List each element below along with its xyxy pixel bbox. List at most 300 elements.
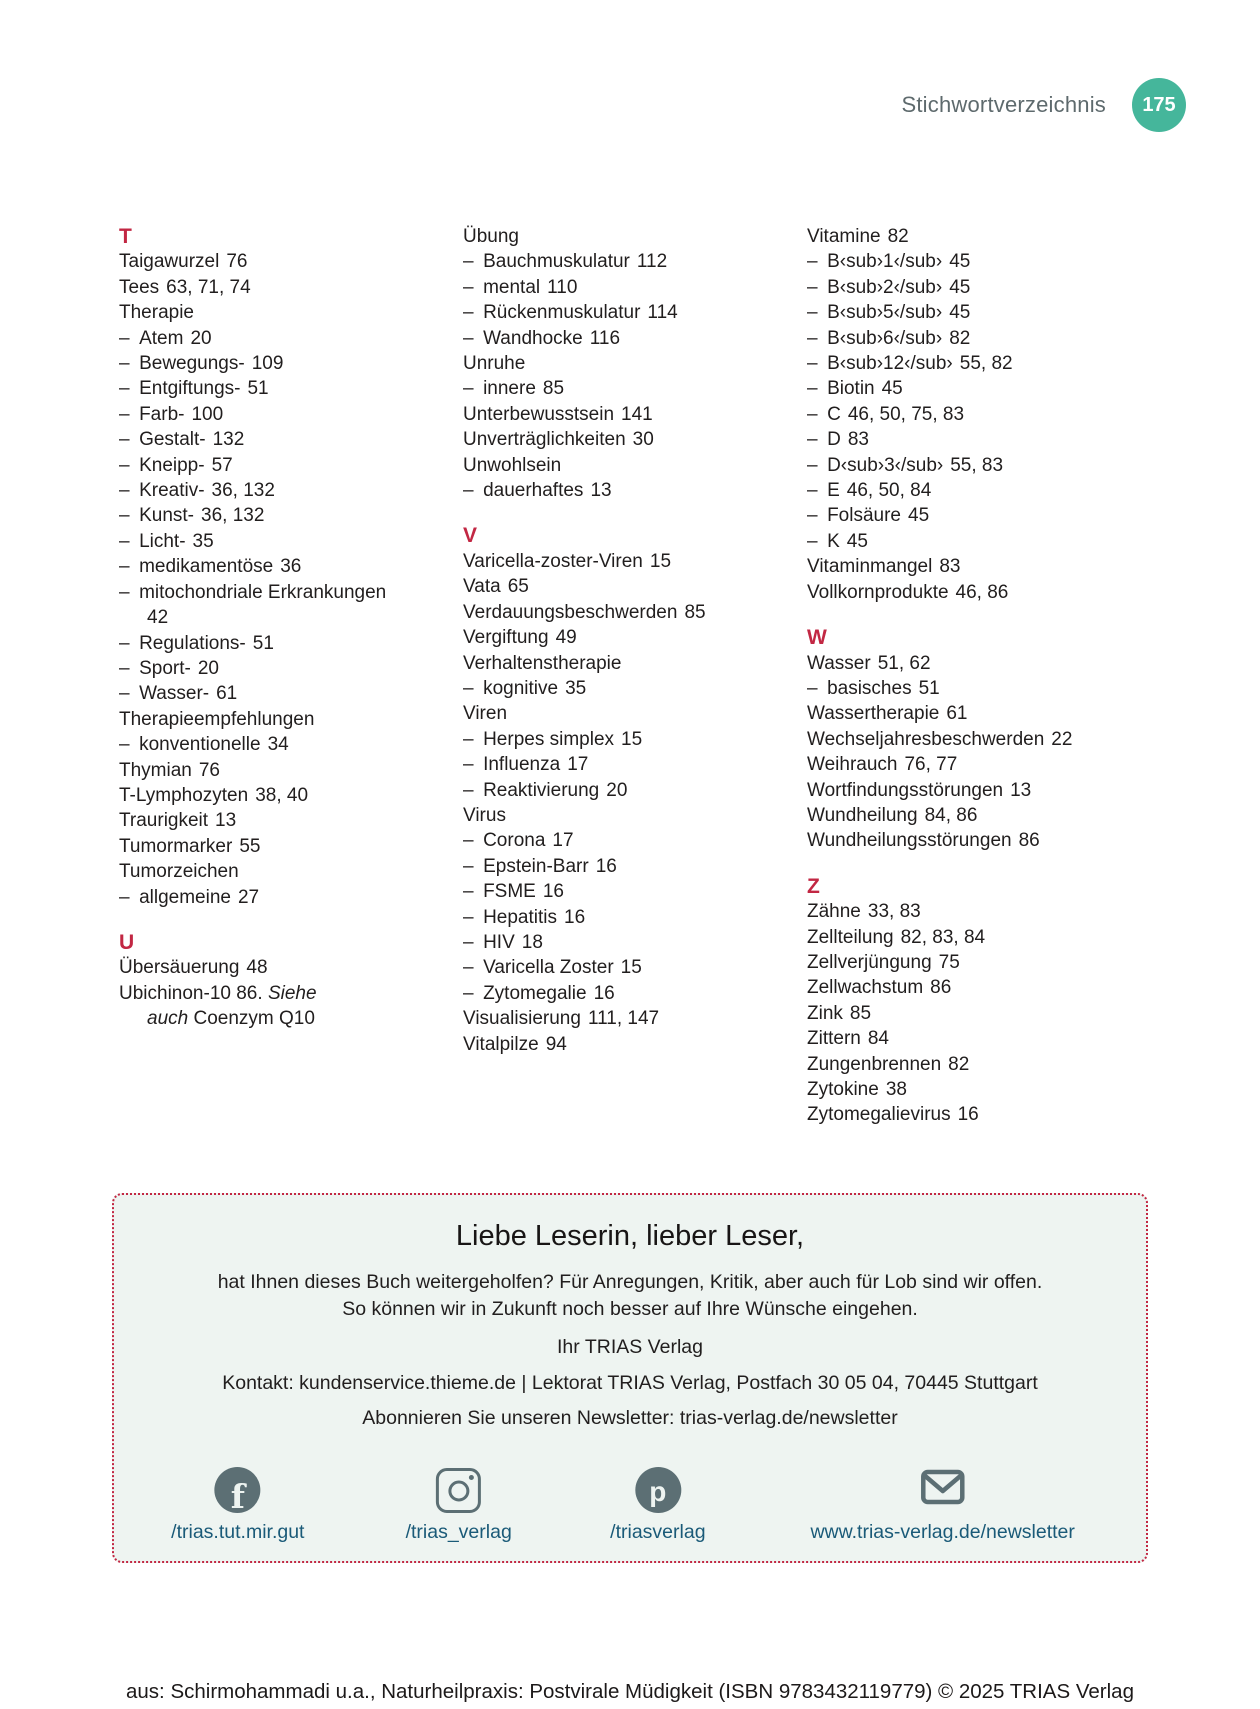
index-entry-term: allgemeine [139,886,231,908]
index-entry-pages: 63, 71, 74 [166,276,251,298]
index-entry-term: D [827,429,841,451]
index-entry-pages: 36 [280,556,302,578]
index-entry [119,808,429,833]
index-entry-term: Tees [119,276,160,298]
index-section [807,224,1117,605]
index-entry: – kognitive 35 [463,677,587,699]
index-entry-term: Kunst- [139,505,194,527]
index-entry-pages: 35 [565,677,587,699]
index-entry: – D‹sub›3‹/sub› 55, 83 [807,454,1004,476]
index-entry: – E 46, 50, 84 [807,480,932,502]
index-entry-text: Coenzym Q10 [188,1008,315,1030]
index-entry-pages: 84 [867,1028,889,1050]
index-entry-term: Influenza [483,754,561,776]
index-entry-pages: 38 [885,1079,907,1100]
social-facebook-link[interactable] [171,1467,304,1544]
section-letter: T [119,225,132,248]
index-columns [119,224,1117,1128]
index-entry-term: E [827,480,840,502]
instagram-icon-box [436,1467,481,1513]
index-entry-term: Vitamine [807,226,881,247]
index-entry [807,925,1117,950]
index-entry-pages: 15 [620,957,642,979]
index-entry-term: Wundheilung [807,804,918,826]
section-letter: Z [807,874,820,898]
email-icon-box [920,1467,966,1513]
index-entry-pages: 45 [881,378,903,400]
index-entry [463,351,773,376]
instagram-lens [448,1480,469,1501]
index-entry-term: Zellteilung [807,926,894,948]
index-entry-term: Sport- [139,657,191,679]
index-entry-pages: 35 [192,530,214,552]
index-entry-term: B‹sub›6‹/sub› [827,327,943,349]
index-entry-pages: 13 [215,810,237,832]
index-entry-pages: 82 [948,1053,970,1075]
index-entry-term: Zähne [807,901,861,923]
index-entry-pages: 86 [1018,830,1040,852]
email-icon[interactable] [920,1466,966,1513]
index-entry-pages: 112 [636,251,668,273]
index-entry-term: Biotin [827,378,875,400]
index-entry-pages: 16 [595,855,617,877]
index-entry-pages: 51 [252,632,274,654]
index-entry-term: mitochondriale Erkrankungen [139,581,387,603]
index-entry-term: Epstein-Barr [483,855,589,877]
index-entry: – Kreativ- 36, 132 [119,480,275,502]
index-entry-pages: 45 [949,276,971,298]
index-entry [807,1052,1117,1077]
index-entry: – HIV 18 [463,931,543,953]
index-entry-term: Wechseljahresbeschwerden [807,728,1045,750]
index-entry-pages: 57 [211,454,233,476]
index-entry-term: HIV [483,931,515,953]
index-entry [463,402,773,427]
index-entry: – Biotin 45 [807,378,903,400]
index-entry-pages: 48 [246,957,268,979]
pinterest-icon[interactable] [635,1467,681,1513]
index-entry: – Entgiftungs- 51 [119,378,269,400]
index-entry-term: Vata [463,576,501,598]
page-header [901,78,1186,132]
index-entry: – Kunst- 36, 132 [119,505,265,527]
index-entry-term: medikamentöse [139,556,274,578]
index-entry-term: Unterbewusstsein [463,403,615,425]
index-section [119,224,429,910]
instagram-icon[interactable] [436,1468,481,1513]
index-entry-term: T-Lymphozyten [119,784,249,806]
index-entry-pages: 109 [251,353,284,375]
social-label[interactable]: /trias.tut.mir.gut [171,1521,305,1543]
index-entry-pages: 22 [1051,728,1073,750]
index-entry-pages: 86 [930,977,952,999]
social-instagram-link[interactable] [406,1467,512,1544]
index-entry-pages: 83 [847,429,869,451]
index-entry-pages: 114 [647,302,678,324]
index-entry [463,224,773,249]
index-entry: – Atem 20 [119,327,212,349]
index-entry-pages: 36, 132 [201,505,265,527]
index-entry-text: Ubichinon-10 86. [119,982,268,1004]
index-entry-pages: 111, 147 [587,1008,660,1030]
index-entry [807,752,1117,777]
index-entry-term: kognitive [483,677,559,699]
index-entry-pages: 82, 83, 84 [900,926,986,948]
index-entry [463,1006,773,1031]
index-entry-term: Wortfindungsstörungen [807,779,1004,801]
index-entry: – Reaktivierung 20 [463,779,628,801]
index-entry-pages: 76 [226,251,248,273]
index-entry-pages: 16 [593,982,615,1004]
index-entry: – konventionelle 34 [119,734,289,756]
facebook-icon[interactable] [215,1467,261,1513]
index-column-2 [463,224,773,1128]
index-entry-pages: 45 [949,251,971,273]
index-entry-term: C [827,403,841,425]
index-entry-term: Weihrauch [807,754,898,776]
index-entry [807,828,1117,853]
index-entry-pages: 110 [547,276,578,298]
index-entry [463,574,773,599]
index-entry-pages: 51 [918,677,940,699]
index-entry-pages: 15 [621,728,643,750]
reader-box-body-line: So können wir in Zukunft noch besser auf Ihre Wünsche eingehen. [342,1298,918,1320]
index-entry: – Bewegungs- 109 [119,353,284,375]
index-entry-term: Entgiftungs- [139,378,241,400]
index-entry: – Licht- 35 [119,530,214,552]
index-section [807,874,1117,1128]
index-entry-term: Viren [463,703,508,725]
index-entry-pages: 16 [564,906,586,928]
index-entry-term: Kreativ- [139,480,205,502]
index-entry-term: K [827,530,840,552]
index-entry: – Zytomegalie 16 [463,982,615,1004]
index-entry-term: dauerhaftes [483,480,584,502]
index-entry-pages: 55 [239,835,261,857]
index-entry-pages: 27 [237,886,260,908]
index-entry-term: Verdauungsbeschwerden [463,601,678,623]
index-entry-pages: 13 [590,480,612,502]
index-entry-pages: 51, 62 [877,652,931,674]
index-entry-term: Zink [807,1002,843,1024]
index-entry-pages: 55, 82 [959,353,1013,375]
index-entry: – Gestalt- 132 [119,429,245,451]
page-number-badge: 175 [1132,78,1186,132]
index-entry-pages: 30 [632,429,654,451]
index-entry: – B‹sub›6‹/sub› 82 [807,327,971,349]
index-entry-pages: 76, 77 [904,754,958,776]
page-title: Stichwortverzeichnis [901,92,1106,117]
index-entry-pages: 45 [846,530,868,552]
index-entry-pages: 42 [147,607,169,629]
index-entry-text: Siehe [267,982,317,1004]
index-entry-pages: 20 [190,327,212,349]
index-entry-pages: 55, 83 [950,454,1004,476]
index-entry-term: Zytokine [807,1079,879,1100]
index-entry: – Kneipp- 57 [119,454,233,476]
index-entry: – Wandhocke 116 [463,327,621,349]
index-entry-term: B‹sub›5‹/sub› [827,302,943,324]
index-entry-pages: 20 [606,779,628,801]
index-section [119,930,429,1032]
section-letter: W [807,626,827,650]
reader-feedback-box [112,1193,1148,1563]
index-entry-pages: 16 [542,881,564,903]
index-entry-term: Wundheilungsstörungen [807,830,1012,852]
index-entry-term: Thymian [119,759,192,781]
index-entry-pages: 94 [545,1033,567,1055]
index-entry-term: B‹sub›1‹/sub› [827,251,943,273]
index-entry: – B‹sub›1‹/sub› 45 [807,251,971,273]
index-entry-term: Unwohlsein [463,454,562,476]
index-entry-term: Zytomegalievirus [807,1104,951,1126]
facebook-icon-box [215,1467,261,1513]
index-entry-term: Tumormarker [119,835,233,857]
index-entry [807,975,1117,1000]
index-entry-term: Reaktivierung [483,779,600,801]
facebook-f-glyph: f [230,1476,245,1513]
index-entry [463,427,773,452]
section-letter: U [119,930,135,954]
index-entry [119,758,429,783]
index-entry-pages: 61 [216,683,238,705]
index-entry: – Corona 17 [463,830,574,852]
index-entry-term: Varicella-zoster-Viren [463,550,643,572]
social-label[interactable]: /triasverlag [610,1521,706,1543]
index-entry [119,834,429,859]
index-entry-pages: 45 [908,505,930,527]
index-entry: – K 45 [807,530,868,552]
index-entry [807,727,1117,752]
index-entry: – Epstein-Barr 16 [463,855,617,877]
reader-box-body-line: hat Ihnen dieses Buch weitergeholfen? Für Anregungen, Kritik, aber auch für Lob sind wir offen. [217,1271,1043,1293]
index-entry: – basisches 51 [807,677,940,699]
index-entry: – mitochondriale Erkrankungen 42 [119,581,387,629]
index-entry-term: Herpes simplex [483,728,615,750]
index-entry-text: auch [147,1008,189,1030]
index-entry-pages: 132 [212,429,245,451]
index-column-1 [119,224,429,1128]
index-entry: – Bauchmuskulatur 112 [463,251,668,273]
index-entry-term: Virus [463,804,506,826]
index-entry-term: Kneipp- [139,454,205,476]
index-entry: – Varicella Zoster 15 [463,957,642,979]
social-links-row [114,1467,1146,1547]
index-entry-term: Zungenbrennen [807,1053,942,1075]
index-entry: – D 83 [807,429,869,451]
index-entry-term: Unruhe [463,353,526,375]
reader-box-signoff: Ihr TRIAS Verlag [557,1336,703,1358]
index-entry-term: Tumorzeichen [119,861,239,883]
section-letter: V [463,524,478,548]
index-entry [463,803,773,828]
index-entry [807,950,1117,975]
index-entry-term: Zellwachstum [807,977,924,999]
index-entry-term: Übung [463,226,519,247]
pinterest-icon-box [635,1467,681,1513]
index-entry-pages: 17 [552,830,574,852]
index-entry-term: Varicella Zoster [483,957,614,979]
social-label[interactable]: /trias_verlag [405,1521,512,1543]
index-entry-pages: 83 [939,556,961,578]
index-entry-term: Bauchmuskulatur [483,251,630,273]
index-entry-pages: 82 [887,226,909,247]
index-entry-term: Vitaminmangel [807,556,933,578]
index-entry [463,701,773,726]
index-entry [119,859,429,884]
index-entry-term: Visualisierung [463,1008,581,1030]
index-entry: – B‹sub›5‹/sub› 45 [807,302,971,324]
index-entry-pages: 33, 83 [867,901,921,923]
index-entry: – B‹sub›2‹/sub› 45 [807,276,971,298]
index-section [807,625,1117,854]
index-entry-pages: 76 [198,759,220,781]
index-column-3 [807,224,1117,1128]
index-entry-term: Therapieempfehlungen [119,708,315,730]
index-entry [807,651,1117,676]
index-entry-pages: 61 [946,703,968,725]
index-entry-term: Wassertherapie [807,703,940,725]
index-entry [807,580,1117,605]
index-entry [807,778,1117,803]
index-entry-pages: 49 [555,627,577,649]
index-entry-term: FSME [483,881,536,903]
index-entry [807,701,1117,726]
index-entry-term: B‹sub›12‹/sub› [827,353,953,375]
index-entry: – Herpes simplex 15 [463,728,643,750]
pinterest-p-glyph: p [649,1476,667,1507]
index-entry [807,1077,1117,1102]
index-entry-pages: 36, 132 [211,480,275,502]
index-entry-term: Unverträglichkeiten [463,429,626,451]
index-entry-pages: 15 [649,550,672,572]
index-entry-pages: 34 [267,734,289,756]
index-entry-term: Zittern [807,1028,861,1050]
index-section [463,523,773,1057]
index-entry-pages: 100 [191,403,224,425]
index-entry-pages: 20 [197,657,219,679]
index-entry-term: Vergiftung [463,627,549,649]
index-entry-term: Folsäure [827,505,901,527]
index-entry-term: Regulations- [139,632,246,654]
index-entry-pages: 51 [247,378,269,400]
index-entry: – B‹sub›12‹/sub› 55, 82 [807,353,1013,375]
index-entry [119,249,429,274]
index-entry-term: Bewegungs- [139,353,245,375]
social-label[interactable]: www.trias-verlag.de/newsletter [810,1521,1075,1543]
index-entry-term: Taigawurzel [119,251,220,273]
index-entry-term: konventionelle [139,734,261,756]
reader-box-newsletter-line: Abonnieren Sie unseren Newsletter: trias-verlag.de/newsletter [362,1407,898,1429]
index-entry-term: mental [483,276,541,298]
index-entry [807,554,1117,579]
index-entry-pages: 17 [567,754,589,776]
index-entry: – Rückenmuskulatur 114 [463,302,678,324]
reader-box-body [114,1269,1146,1323]
index-entry-term: Atem [139,327,184,349]
index-entry-term: Gestalt- [139,429,206,451]
index-entry [119,981,429,1032]
index-entry: – medikamentöse 36 [119,556,302,578]
index-entry-term: Zytomegalie [483,982,587,1004]
index-entry-pages: 141 [621,403,653,425]
index-entry [119,707,429,732]
index-entry: – Farb- 100 [119,403,224,425]
index-entry-term: Wasser [807,652,871,674]
index-entry-pages: 13 [1010,779,1032,801]
index-entry-pages: 38, 40 [255,784,309,806]
index-entry-term: innere [483,378,536,400]
index-entry: – innere 85 [463,378,565,400]
index-entry [463,1032,773,1057]
index-entry-term: D‹sub›3‹/sub› [827,454,944,476]
reader-box-title: Liebe Leserin, lieber Leser, [455,1220,805,1252]
index-entry [119,300,429,325]
index-entry: – dauerhaftes 13 [463,480,612,502]
index-entry-pages: 46, 50, 84 [846,480,932,502]
index-entry: – Influenza 17 [463,754,589,776]
index-entry-pages: 45 [949,302,971,324]
index-entry-term: B‹sub›2‹/sub› [827,276,943,298]
index-entry-term: Hepatitis [483,906,557,928]
index-entry-pages: 65 [507,576,529,598]
source-credit-line: aus: Schirmohammadi u.a., Naturheilpraxis: Postvirale Müdigkeit (ISBN 9783432119779) © 2025 TRIAS Verlag [126,1680,1134,1703]
index-entry-pages: 46, 86 [955,581,1009,603]
index-entry: – allgemeine 27 [119,886,260,908]
reader-box-contact-line: Kontakt: kundenservice.thieme.de | Lektorat TRIAS Verlag, Postfach 30 05 04, 70445 Stuttgart [222,1372,1038,1394]
index-entry-pages: 46, 50, 75, 83 [847,403,965,425]
index-entry-term: Farb- [139,403,185,425]
index-entry [463,453,773,478]
index-entry [807,224,1117,249]
index-entry [119,955,429,980]
social-email-link[interactable] [810,1467,1074,1544]
index-entry-term: Rückenmuskulatur [483,302,641,324]
index-section [463,224,773,503]
index-entry: – Hepatitis 16 [463,906,586,928]
index-entry [119,783,429,808]
index-entry-term: Übersäuerung [119,957,240,979]
index-entry [119,275,429,300]
index-entry-term: Licht- [139,530,186,552]
index-entry-pages: 18 [521,931,543,953]
index-entry-pages: 84, 86 [924,804,978,826]
index-entry-pages: 116 [589,327,621,349]
index-entry: – Regulations- 51 [119,632,274,654]
index-entry-pages: 82 [949,327,971,349]
index-entry-pages: 75 [938,951,960,973]
index-entry [807,1026,1117,1051]
index-entry [463,549,773,574]
index-entry: – FSME 16 [463,881,564,903]
index-entry: – Wasser- 61 [119,683,238,705]
index-entry [463,600,773,625]
index-entry-term: basisches [827,677,912,699]
index-entry-term: Corona [483,830,546,852]
index-entry [807,899,1117,924]
index-entry-pages: 85 [684,601,706,623]
index-entry: – C 46, 50, 75, 83 [807,403,965,425]
index-entry-term: Verhaltenstherapie [463,652,622,674]
index-entry-term: Vitalpilze [463,1033,539,1055]
social-pinterest-link[interactable] [610,1467,705,1544]
index-entry-pages: 85 [542,378,565,400]
index-entry-term: Wandhocke [483,327,583,349]
index-entry-pages: 85 [849,1002,872,1024]
index-entry: – Folsäure 45 [807,505,930,527]
index-entry [807,803,1117,828]
index-entry-term: Traurigkeit [119,810,209,832]
